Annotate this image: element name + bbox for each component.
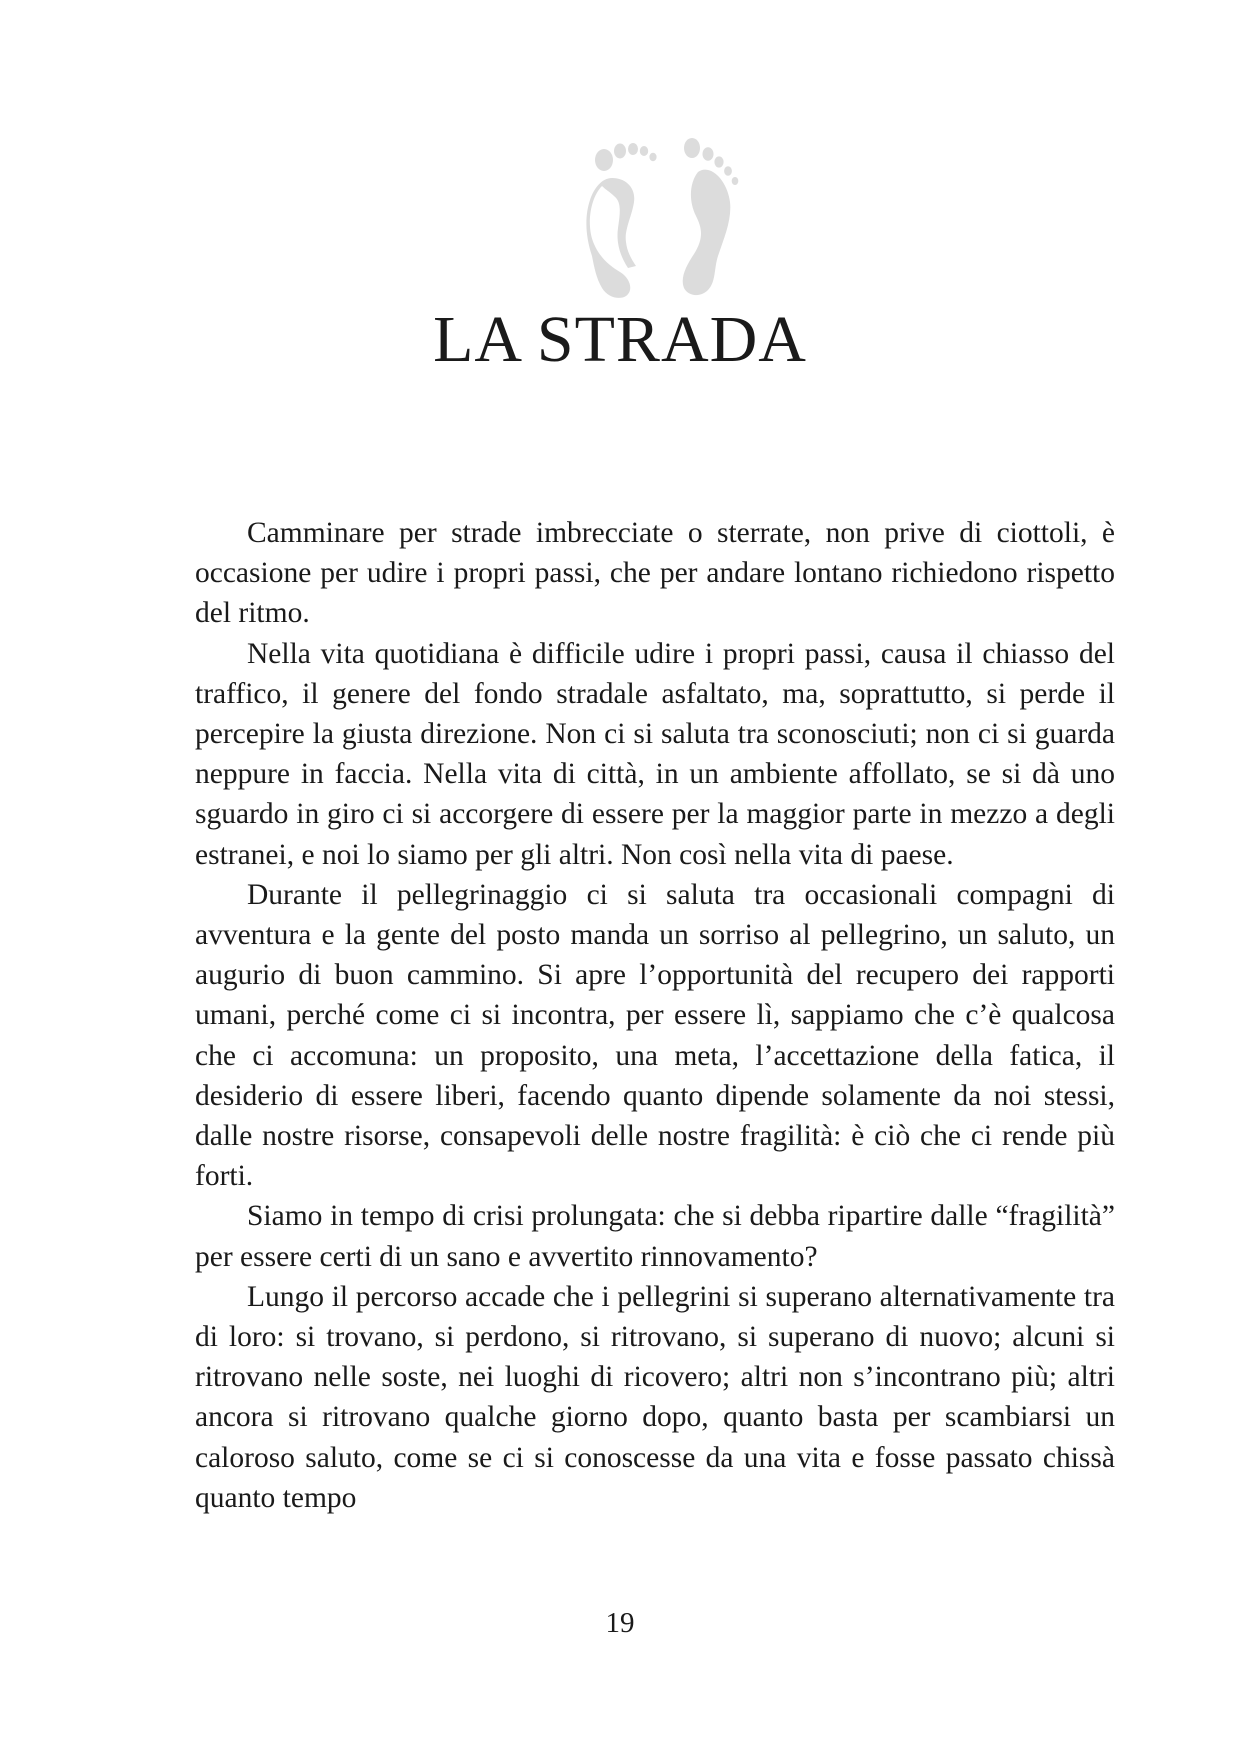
- paragraph-3: Durante il pellegrinaggio ci si saluta tra occasionali compagni di avventura e la gente del posto manda un sorriso al pellegrino, un saluto, un augurio di buon cammino. Si apre l’opportunità del recupero dei rapporti umani, perché come ci si incontra, per essere lì, sappiamo che c’è qualcosa che ci accomuna: un proposito, una meta, l’accettazione della fatica, il desiderio di essere liberi, facendo quanto dipende solamente da noi stessi, dalle nostre risorse, consapevoli delle nostre fragilità: è ciò che ci rende più forti.: [195, 878, 1115, 1193]
- chapter-body: [195, 513, 1115, 1518]
- paragraph-1: Camminare per strade imbrecciate o sterrate, non prive di ciottoli, è occasione per udire i propri passi, che per andare lontano richiedono rispetto del ritmo.: [195, 517, 1115, 630]
- chapter-title: LA STRADA: [433, 303, 807, 376]
- page-number: 19: [605, 1607, 635, 1639]
- right-footprint: [683, 138, 739, 295]
- paragraph-4: Siamo in tempo di crisi prolungata: che si debba ripartire dalle “fragilità” per essere certi di un sano e avvertito rinnovamento?: [195, 1200, 1115, 1273]
- paragraph-2: Nella vita quotidiana è difficile udire i propri passi, causa il chiasso del traffico, il genere del fondo stradale asfaltato, ma, soprattutto, si perde il percepire la giusta direzione. Non ci si saluta tra sconosciuti; non ci si guarda neppure in faccia. Nella vita di città, in un ambiente affollato, se si dà uno sguardo in giro ci si accorgere di essere per la maggior parte in mezzo a degli estranei, e noi lo siamo per gli altri. Non così nella vita di paese.: [195, 637, 1115, 871]
- left-footprint: [586, 143, 656, 298]
- paragraph-5: Lungo il percorso accade che i pellegrini si superano alternativamente tra di loro: si trovano, si perdono, si ritrovano, si superano di nuovo; alcuni si ritrovano nelle soste, nei luoghi di ricovero; altri non s’incontrano più; altri ancora si ritrovano qualche giorno dopo, quanto basta per scambiarsi un caloroso saluto, come se ci si conoscesse da una vita e fosse passato chissà quanto tempo: [195, 1280, 1115, 1514]
- footprints-icon: [580, 138, 760, 298]
